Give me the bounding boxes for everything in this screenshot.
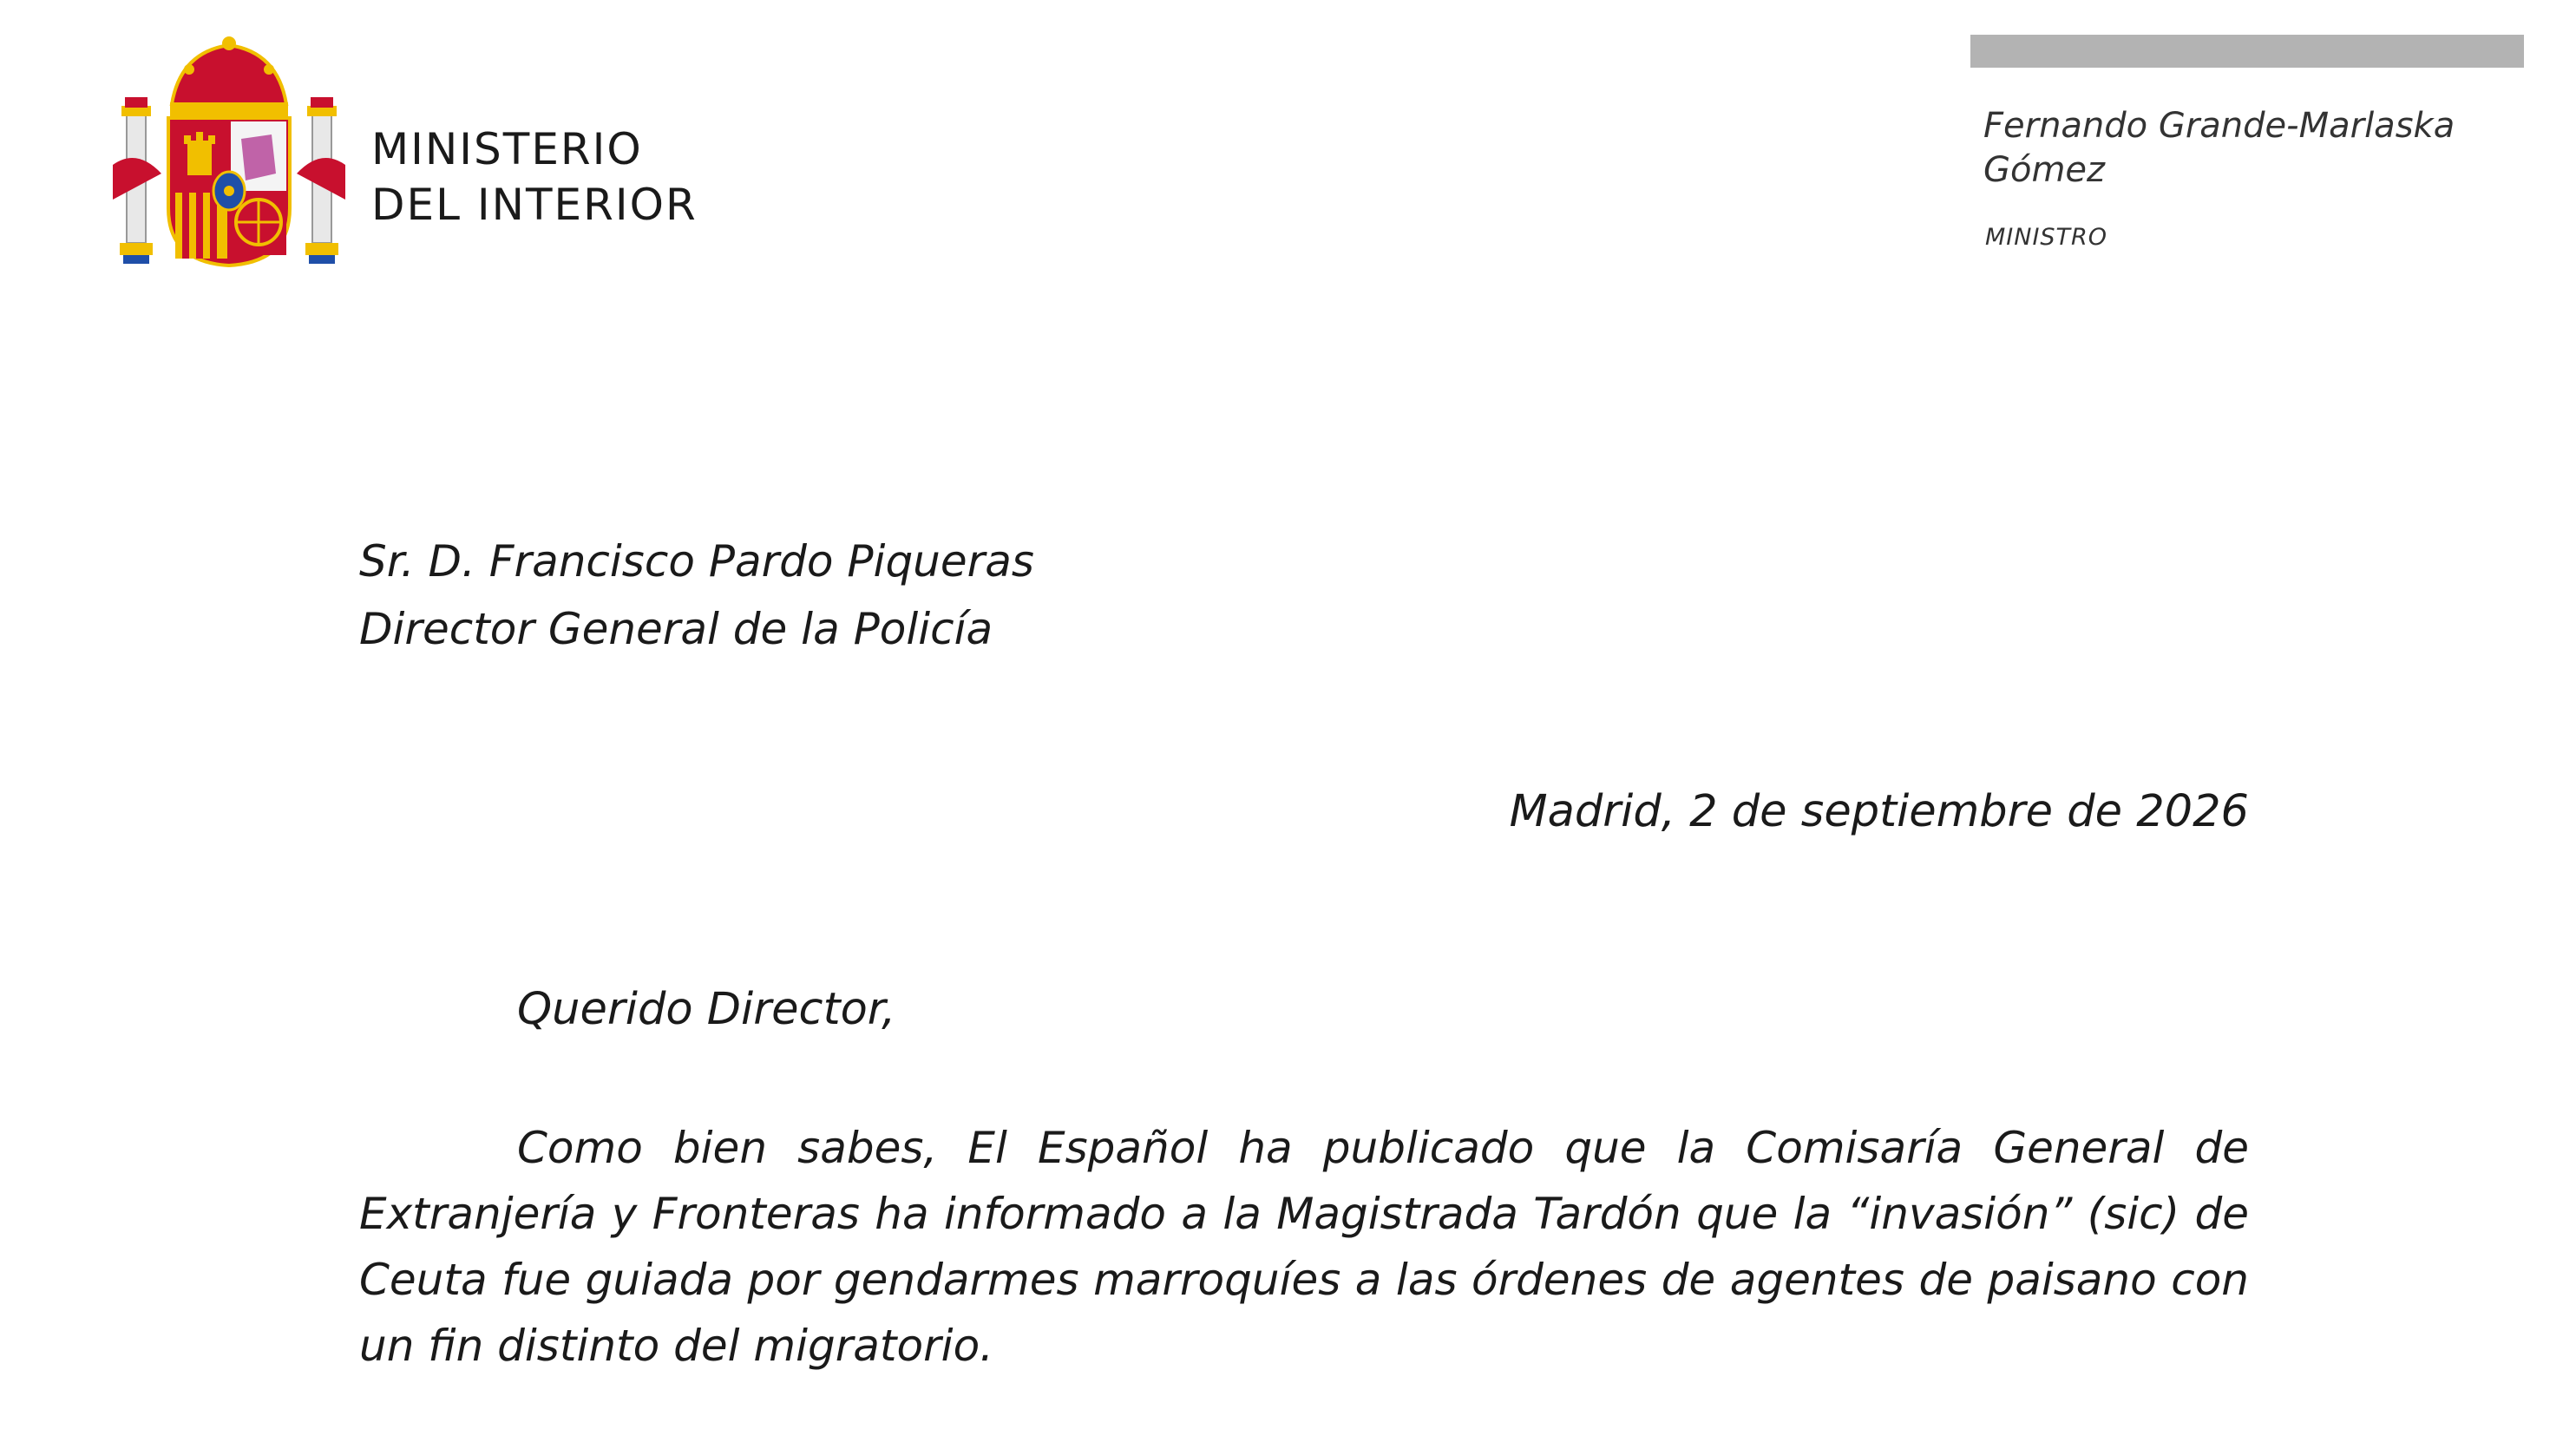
ministry-line-1: MINISTERIO bbox=[371, 124, 643, 174]
minister-title: MINISTRO bbox=[1985, 224, 2108, 251]
letter-date: Madrid, 2 de septiembre de 2026 bbox=[1509, 786, 2249, 837]
minister-name bbox=[1983, 104, 2455, 193]
recipient-position: Director General de la Policía bbox=[359, 604, 993, 654]
minister-name-line-2: Gómez bbox=[1983, 150, 2106, 190]
recipient-name: Sr. D. Francisco Pardo Piqueras bbox=[359, 536, 1034, 587]
recipient-block bbox=[359, 528, 1034, 663]
ministry-name bbox=[371, 121, 698, 233]
spanish-coat-of-arms-icon bbox=[111, 35, 347, 274]
ministry-line-2: DEL INTERIOR bbox=[371, 180, 698, 230]
header-gray-bar bbox=[1970, 35, 2524, 68]
salutation: Querido Director, bbox=[517, 984, 896, 1035]
minister-name-line-1: Fernando Grande-Marlaska bbox=[1983, 106, 2455, 146]
body-paragraph: Como bien sabes, El Español ha publicado que la Comisaría General de Extranjería y Fronteras ha informado a la Magistrada Tardón que la “invasión” (sic) de Ceuta fue guiada por gendarmes marroquíes a las órdenes de agentes de paisano con un fin distinto del migratorio. bbox=[359, 1123, 2249, 1371]
